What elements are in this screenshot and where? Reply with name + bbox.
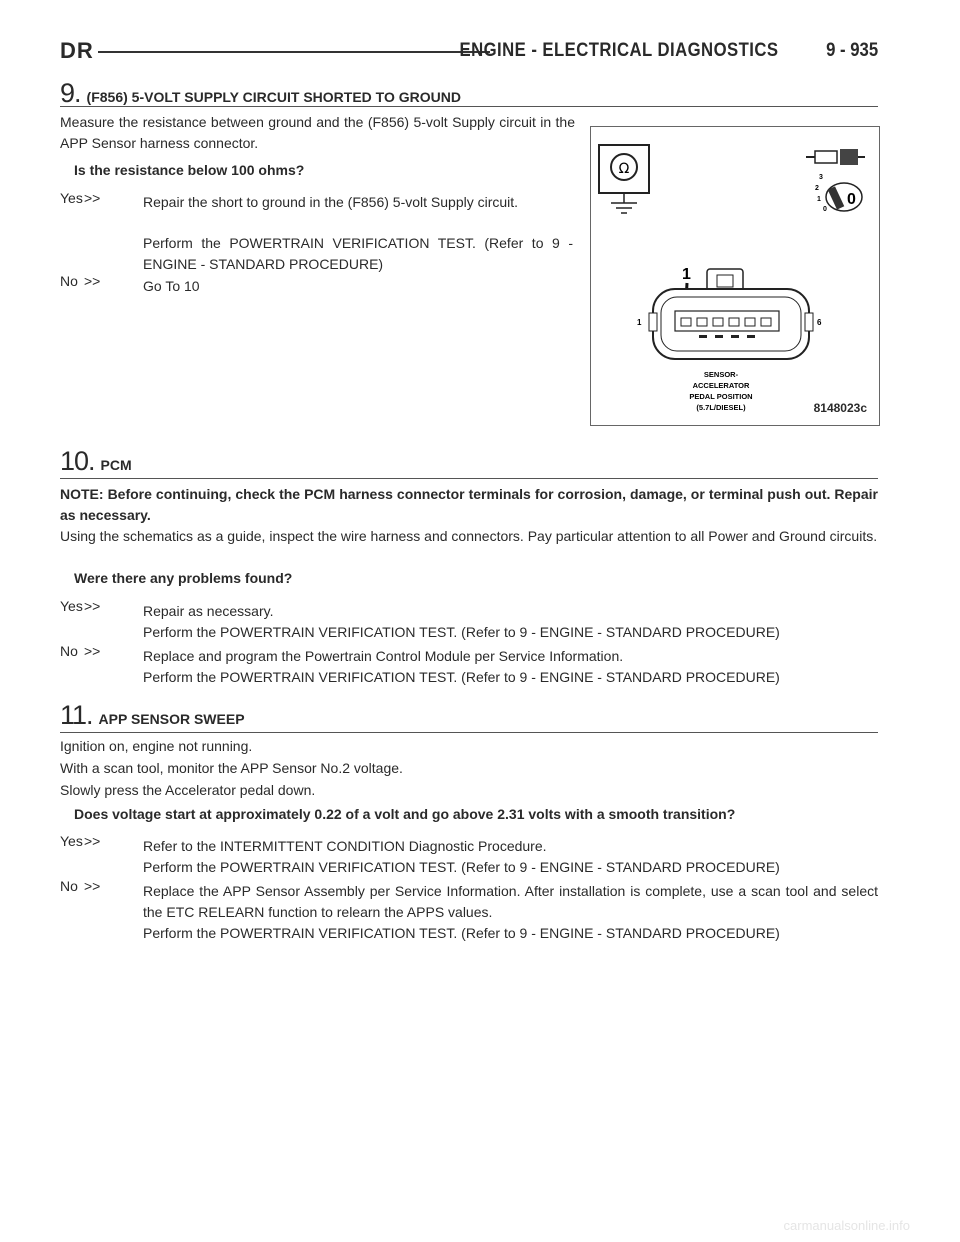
step-10-heading <box>60 446 878 479</box>
step-title: PCM <box>100 457 132 473</box>
key-position-label: 0 <box>823 206 827 213</box>
answer-arrow: >> <box>84 833 101 849</box>
step-9-instruction: Measure the resistance between ground and the (F856) 5-volt Supply circuit in the APP Sensor harness connector. <box>60 114 575 151</box>
connector-diagram <box>591 127 879 425</box>
pin-label-right: 6 <box>817 318 822 327</box>
step-number: 10. <box>60 446 95 476</box>
step-9-no-label: No >> <box>60 273 101 289</box>
figure-caption-line: (5.7L/DIESEL) <box>696 403 746 412</box>
answer-arrow: >> <box>84 598 101 614</box>
callout-number: 1 <box>682 266 691 283</box>
answer-arrow: >> <box>84 643 101 659</box>
step-11-text-1: Ignition on, engine not running. <box>60 738 253 754</box>
page-header <box>60 38 878 68</box>
step-11-yes-action: Refer to the INTERMITTENT CONDITION Diagnostic Procedure. <box>143 838 547 854</box>
key-position-label: 3 <box>819 174 823 181</box>
answer-arrow: >> <box>84 878 101 894</box>
step-11-text-2: With a scan tool, monitor the APP Sensor No.2 voltage. <box>60 760 403 776</box>
step-9-heading <box>60 78 878 107</box>
header-brand: DR <box>60 38 94 63</box>
key-current-position: 0 <box>847 191 856 208</box>
connector-figure <box>590 126 880 426</box>
step-9-yes-label: Yes>> <box>60 190 101 206</box>
ignition-key-icon <box>815 174 862 213</box>
key-position-label: 1 <box>817 196 821 203</box>
step-10-note: NOTE: Before continuing, check the PCM harness connector terminals for corrosion, damage, or terminal push out. Repair as necessary. <box>60 486 878 523</box>
answer-arrow: >> <box>84 190 101 206</box>
svg-text:Ω: Ω <box>618 161 630 177</box>
step-number: 9. <box>60 78 81 108</box>
step-9-yes-verify: Perform the POWERTRAIN VERIFICATION TEST. (Refer to 9 - ENGINE - STANDARD PROCEDURE) <box>143 235 573 272</box>
step-10-question: Were there any problems found? <box>74 570 293 586</box>
step-number: 11. <box>60 700 93 730</box>
step-10-yes-verify: Perform the POWERTRAIN VERIFICATION TEST. (Refer to 9 - ENGINE - STANDARD PROCEDURE) <box>143 624 780 640</box>
header-rule <box>98 51 490 53</box>
header-page-number: 9 - 935 <box>825 40 878 61</box>
header-title: ENGINE - ELECTRICAL DIAGNOSTICS <box>459 40 778 61</box>
step-title: (F856) 5-VOLT SUPPLY CIRCUIT SHORTED TO GROUND <box>86 89 461 105</box>
step-10-yes-label: Yes>> <box>60 598 101 614</box>
ohmmeter-icon <box>599 145 649 213</box>
step-10-no-label: No >> <box>60 643 101 659</box>
step-9-question: Is the resistance below 100 ohms? <box>74 162 305 178</box>
step-11-no-label: No >> <box>60 878 101 894</box>
watermark: carmanualsonline.info <box>783 1218 910 1233</box>
step-11-yes-label: Yes>> <box>60 833 101 849</box>
key-position-label: 2 <box>815 185 819 192</box>
answer-arrow: >> <box>84 273 101 289</box>
figure-caption-line: PEDAL POSITION <box>689 392 753 401</box>
pin-label-left: 1 <box>637 318 642 327</box>
figure-caption-line: ACCELERATOR <box>692 381 750 390</box>
step-9-yes-action: Repair the short to ground in the (F856) 5-volt Supply circuit. <box>143 194 519 210</box>
step-11-text-3: Slowly press the Accelerator pedal down. <box>60 782 316 798</box>
connector-body <box>637 269 822 359</box>
step-11-no-verify: Perform the POWERTRAIN VERIFICATION TEST. (Refer to 9 - ENGINE - STANDARD PROCEDURE) <box>143 925 780 941</box>
step-11-no-action: Replace the APP Sensor Assembly per Service Information. After installation is complete, use a scan tool and select the ETC RELEARN function to relearn the APPS values. <box>143 883 878 920</box>
step-title: APP SENSOR SWEEP <box>98 711 245 727</box>
step-9-no-action: Go To 10 <box>143 278 200 294</box>
connector-disconnect-icon <box>806 149 865 165</box>
figure-id: 8148023c <box>813 401 867 415</box>
step-10-instruction: Using the schematics as a guide, inspect the wire harness and connectors. Pay particular attention to all Power and Ground circuits. <box>60 528 878 544</box>
figure-caption-line: SENSOR- <box>703 370 739 379</box>
step-10-no-action: Replace and program the Powertrain Control Module per Service Information. <box>143 648 624 664</box>
step-10-yes-action: Repair as necessary. <box>143 603 274 619</box>
step-11-question: Does voltage start at approximately 0.22 of a volt and go above 2.31 volts with a smooth transition? <box>74 806 736 822</box>
step-11-yes-verify: Perform the POWERTRAIN VERIFICATION TEST. (Refer to 9 - ENGINE - STANDARD PROCEDURE) <box>143 859 780 875</box>
step-10-no-verify: Perform the POWERTRAIN VERIFICATION TEST. (Refer to 9 - ENGINE - STANDARD PROCEDURE) <box>143 669 780 685</box>
step-11-heading <box>60 700 878 733</box>
